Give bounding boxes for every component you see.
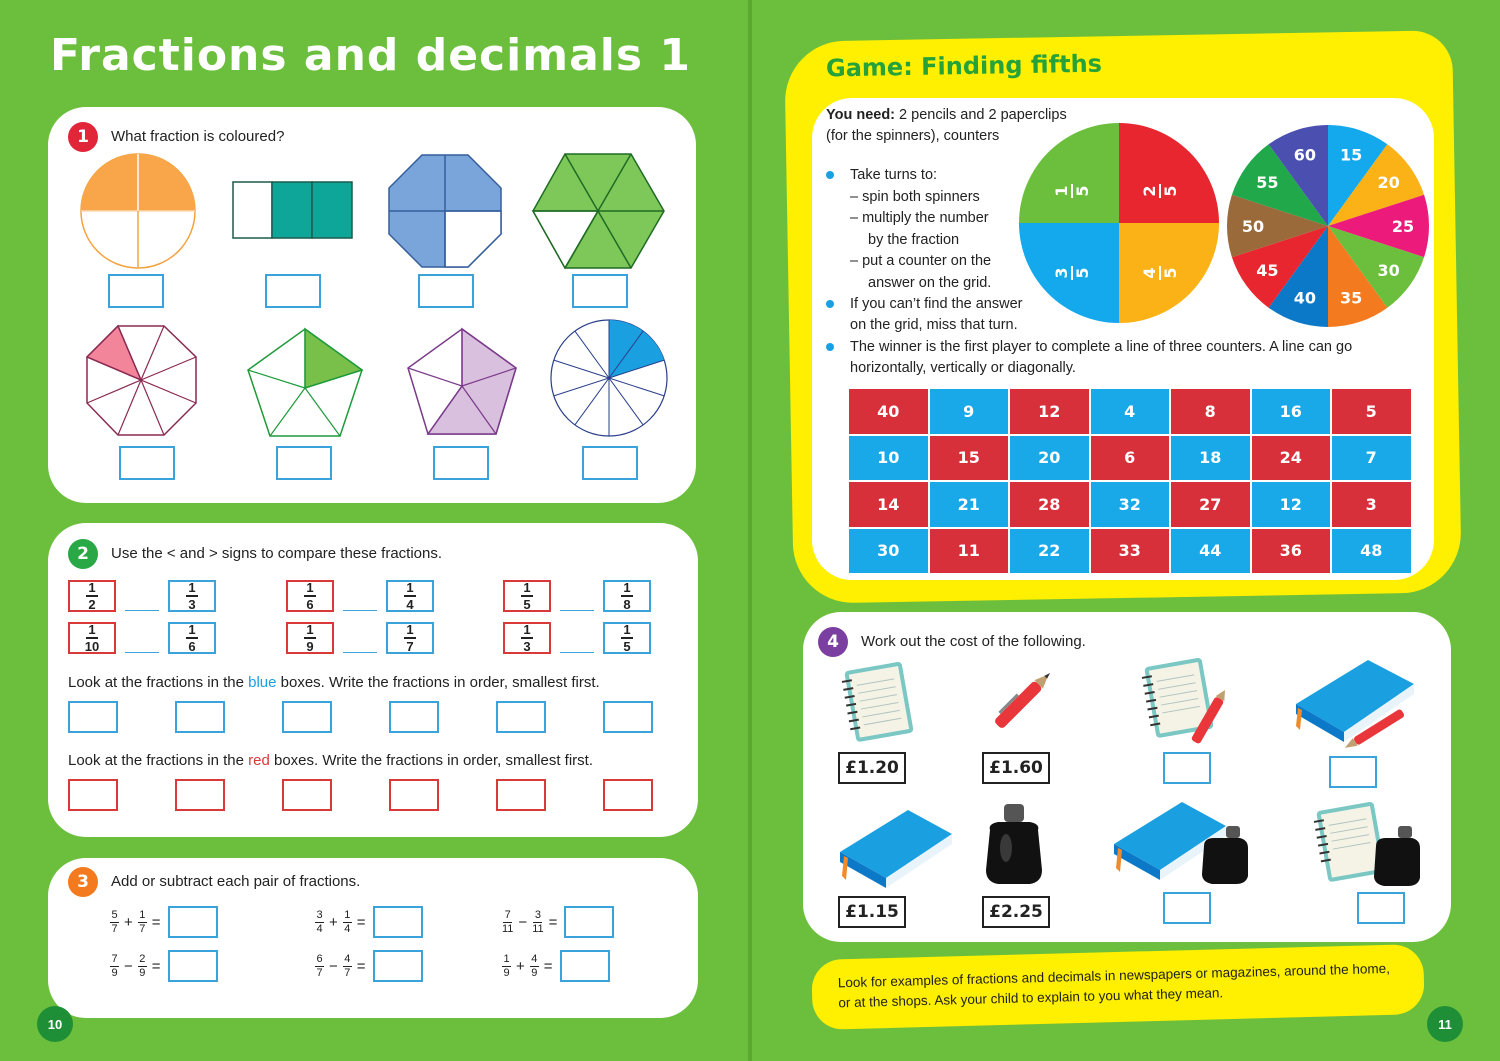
answer-box[interactable] [68,779,118,811]
answer-box[interactable] [282,701,332,733]
step-text: answer on the grid. [868,275,992,291]
denominator: 5 [1161,267,1180,279]
fraction-sum [500,950,610,982]
denominator: 2 [88,597,96,612]
game-title: Game: Finding fifths [825,49,1103,83]
operator: − [124,957,133,975]
numerator: 4 [344,952,351,965]
red-word: red [248,752,270,769]
fraction [110,954,119,979]
quarter-circle-shape [80,152,200,272]
numerator: 4 [531,952,538,965]
fraction-sum [108,906,218,938]
denominator: 7 [406,639,414,654]
equals-sign: = [151,957,161,975]
answer-box[interactable] [276,446,332,480]
numerator: 1 [503,952,510,965]
numerator: 1 [523,622,531,637]
grid-cell[interactable]: 21 [930,482,1009,527]
answer-box[interactable] [418,274,474,308]
denominator: 9 [111,966,118,979]
red-fraction-box [503,622,551,654]
ink-price: £2.25 [982,896,1050,928]
pen-price: £1.60 [982,752,1050,784]
grid-cell[interactable]: 22 [1010,529,1089,574]
notebook-and-ink-icon [1312,800,1422,888]
denominator: 8 [623,597,631,612]
answer-box[interactable] [496,701,546,733]
grid-cell[interactable]: 15 [930,436,1009,481]
denominator: 4 [344,922,351,935]
you-need-line-2: (for the spinners), counters [826,128,1000,144]
answer-box[interactable] [282,779,332,811]
book-price: £1.15 [838,896,906,928]
grid-cell[interactable]: 28 [1010,482,1089,527]
equals-sign: = [356,913,366,931]
blue-fraction-box [386,622,434,654]
answer-box[interactable] [1163,752,1211,784]
spinner-number-label: 15 [1340,145,1363,165]
numerator: 1 [188,622,196,637]
book-icon [834,806,956,890]
fraction-spinner[interactable] [1018,122,1220,324]
spinner-number-label: 60 [1293,145,1316,165]
grid-cell[interactable]: 16 [1252,389,1331,434]
question-number-1: 1 [68,122,98,152]
operator: − [518,913,528,931]
thirds-rectangle-shape [232,181,354,241]
equals-sign: = [543,957,553,975]
grid-cell[interactable]: 18 [1171,436,1250,481]
grid-cell[interactable]: 33 [1091,529,1170,574]
denominator: 7 [139,922,146,935]
hexagon-sixths-shape [532,152,666,270]
denominator: 4 [406,597,414,612]
blue-fraction-box [386,580,434,612]
grid-cell[interactable]: 27 [1171,482,1250,527]
denominator: 9 [503,966,510,979]
answer-box[interactable] [496,779,546,811]
fraction-sum [108,950,218,982]
answer-box[interactable] [389,779,439,811]
instruction-text: boxes. Write the fractions in order, smallest first. [269,752,593,769]
red-fraction-box [286,622,334,654]
fraction [530,954,539,979]
question-2-text: Use the < and > signs to compare these fractions. [111,545,443,562]
comparison-answer-line[interactable] [560,652,594,653]
pentagon-fifths-purple-shape [406,328,518,436]
numerator: 2 [1140,185,1159,197]
octagon-quarters-shape [388,154,504,270]
numerator: 2 [139,952,146,965]
answer-box[interactable] [603,779,653,811]
numerator: 1 [1052,185,1071,197]
grid-cell[interactable]: 7 [1332,436,1411,481]
winner-text: horizontally, vertically or diagonally. [850,360,1076,376]
fraction [86,581,98,611]
comparison-answer-line[interactable] [343,652,377,653]
numerator: 1 [344,908,351,921]
fraction [502,910,513,935]
fraction [343,910,352,935]
bullet-point [826,171,834,179]
grid-cell[interactable]: 24 [1252,436,1331,481]
answer-box[interactable] [175,701,225,733]
red-boxes-instruction [68,752,593,769]
winner-text: The winner is the first player to complete a line of three counters. A line can go [850,339,1353,355]
question-number-3: 3 [68,867,98,897]
denominator: 3 [523,639,531,654]
spinner-fraction-label [1140,266,1180,280]
denominator: 7 [344,966,351,979]
answer-box[interactable] [433,446,489,480]
equals-sign: = [356,957,366,975]
number-spinner[interactable] [1226,124,1430,328]
answer-box[interactable] [1357,892,1405,924]
grid-cell[interactable]: 40 [849,389,928,434]
numerator: 6 [316,952,323,965]
grid-cell[interactable]: 44 [1171,529,1250,574]
denominator: 7 [316,966,323,979]
bullet-point [826,300,834,308]
denominator: 10 [84,639,100,654]
equals-sign: = [548,913,558,931]
book-and-ink-icon [1108,798,1248,884]
numerator: 1 [406,580,414,595]
miss-turn-text: on the grid, miss that turn. [850,317,1018,333]
instruction-text: Look at the fractions in the [68,674,249,691]
step-text: by the fraction [868,232,960,248]
denominator: 5 [1073,185,1092,197]
answer-box[interactable] [572,274,628,308]
grid-cell[interactable]: 5 [1332,389,1411,434]
comparison-answer-line[interactable] [560,610,594,611]
fraction [110,910,119,935]
grid-cell[interactable]: 4 [1091,389,1170,434]
comparison-answer-line[interactable] [125,610,159,611]
grid-cell[interactable]: 14 [849,482,928,527]
spinner-fraction-label [1052,266,1092,280]
fraction-sum [313,906,423,938]
numerator: 3 [1052,267,1071,279]
question-4-text: Work out the cost of the following. [861,633,1086,650]
game-grid [849,389,1411,573]
answer-box[interactable] [168,906,218,938]
instruction-text: boxes. Write the fractions in order, smallest first. [276,674,600,691]
book-and-pen-icon [1288,654,1418,750]
ink-bottle-icon [980,800,1052,886]
numerator: 5 [111,908,118,921]
denominator: 6 [188,639,196,654]
fraction [532,910,543,935]
step-text: – multiply the number [850,210,989,226]
notebook-icon [840,660,916,744]
numerator: 1 [623,580,631,595]
fraction [621,623,633,653]
you-need-text: 2 pencils and 2 paperclips [895,107,1067,123]
notebook-and-pen-icon [1140,656,1232,748]
numerator: 1 [406,622,414,637]
operator: − [329,957,338,975]
fraction [315,910,324,935]
red-fraction-box [503,580,551,612]
blue-boxes-instruction [68,674,600,691]
answer-box[interactable] [389,701,439,733]
fraction [502,954,511,979]
answer-box[interactable] [373,950,423,982]
instruction-text: Look at the fractions in the [68,752,249,769]
fraction [521,581,533,611]
grid-cell[interactable]: 48 [1332,529,1411,574]
spinner-number-label: 20 [1377,172,1400,192]
operator: + [124,913,133,931]
fraction [404,581,416,611]
equals-sign: = [151,913,161,931]
question-number-4: 4 [818,627,848,657]
spinner-segment [1019,123,1119,223]
numerator: 4 [1140,267,1159,279]
grid-cell[interactable]: 8 [1171,389,1250,434]
numerator: 7 [111,952,118,965]
step-text: – put a counter on the [850,253,992,269]
numerator: 3 [534,908,541,921]
fraction [138,910,147,935]
denominator: 5 [623,639,631,654]
grid-cell[interactable]: 3 [1332,482,1411,527]
fraction [343,954,352,979]
page-title: Fractions and decimals 1 [50,30,691,81]
answer-box[interactable] [175,779,225,811]
denominator: 9 [306,639,314,654]
numerator: 1 [523,580,531,595]
grid-cell[interactable]: 32 [1091,482,1170,527]
miss-turn-text: If you can’t find the answer [850,296,1023,312]
spinner-number-label: 45 [1256,261,1279,281]
comparison-answer-line[interactable] [343,610,377,611]
fraction [621,581,633,611]
answer-box[interactable] [265,274,321,308]
grid-cell[interactable]: 11 [930,529,1009,574]
answer-box[interactable] [564,906,614,938]
spinner-number-label: 50 [1241,217,1265,236]
you-need-label: You need: [826,107,896,123]
denominator: 3 [188,597,196,612]
answer-box[interactable] [119,446,175,480]
spinner-number-label: 55 [1256,172,1279,192]
numerator: 3 [316,908,323,921]
fraction [186,623,198,653]
numerator: 1 [88,622,96,637]
answer-box[interactable] [603,701,653,733]
answer-box[interactable] [582,446,638,480]
bullet-point [826,343,834,351]
answer-box[interactable] [560,950,610,982]
blue-fraction-box [168,580,216,612]
red-fraction-box [286,580,334,612]
denominator: 5 [523,597,531,612]
parent-note-text: Look for examples of fractions and decimals in newspapers or magazines, around the home, or at the shops. Ask your child to explain to you what they mean. [837,960,1391,1011]
answer-box[interactable] [1329,756,1377,788]
answer-box[interactable] [108,274,164,308]
grid-cell[interactable]: 10 [849,436,928,481]
denominator: 5 [1161,185,1180,197]
grid-cell[interactable]: 20 [1010,436,1089,481]
denominator: 11 [502,922,514,935]
operator: + [329,913,338,931]
numerator: 1 [623,622,631,637]
grid-cell[interactable]: 36 [1252,529,1331,574]
spinner-number-label: 30 [1377,261,1400,281]
question-3-text: Add or subtract each pair of fractions. [111,873,361,890]
fraction [315,954,324,979]
grid-cell[interactable]: 6 [1091,436,1170,481]
denominator: 9 [139,966,146,979]
pentagon-fifths-green-shape [246,328,364,440]
spinner-fraction-label [1052,184,1092,198]
fraction [304,581,316,611]
spinner-number-label: 35 [1340,288,1363,308]
fraction [404,623,416,653]
operator: + [516,957,525,975]
question-1-text: What fraction is coloured? [111,128,285,145]
pen-icon [978,664,1064,740]
spinner-number-label: 25 [1391,217,1415,236]
red-fraction-box [68,580,116,612]
blue-word: blue [248,674,277,691]
page-number-left: 10 [37,1006,73,1042]
grid-cell[interactable]: 9 [930,389,1009,434]
fraction [304,623,316,653]
numerator: 1 [306,580,314,595]
blue-fraction-box [168,622,216,654]
fraction [521,623,533,653]
fraction-sum [500,906,614,938]
spinner-segment [1119,123,1219,223]
blue-fraction-box [603,622,651,654]
spinner-number-label: 40 [1293,288,1316,308]
comparison-answer-line[interactable] [125,652,159,653]
denominator: 6 [306,597,314,612]
fraction [138,954,147,979]
answer-box[interactable] [373,906,423,938]
spinner-fraction-label [1140,184,1180,198]
grid-cell[interactable]: 30 [849,529,928,574]
octagon-eighths-shape [86,325,198,437]
notebook-price: £1.20 [838,752,906,784]
grid-cell[interactable]: 12 [1252,482,1331,527]
fraction [85,623,99,653]
answer-box[interactable] [68,701,118,733]
numerator: 1 [88,580,96,595]
circle-tenths-shape [549,318,671,440]
blue-fraction-box [603,580,651,612]
page-spine [748,0,752,1061]
denominator: 7 [111,922,118,935]
numerator: 7 [504,908,511,921]
denominator: 9 [531,966,538,979]
numerator: 1 [306,622,314,637]
fraction-sum [313,950,423,982]
denominator: 11 [532,922,544,935]
take-turns-text: Take turns to: [850,167,938,183]
numerator: 1 [188,580,196,595]
grid-cell[interactable]: 12 [1010,389,1089,434]
answer-box[interactable] [1163,892,1211,924]
page-number-right: 11 [1427,1006,1463,1042]
answer-box[interactable] [168,950,218,982]
numerator: 1 [139,908,146,921]
denominator: 4 [316,922,323,935]
step-text: – spin both spinners [850,189,980,205]
fraction [186,581,198,611]
denominator: 5 [1073,267,1092,279]
red-fraction-box [68,622,116,654]
question-number-2: 2 [68,539,98,569]
